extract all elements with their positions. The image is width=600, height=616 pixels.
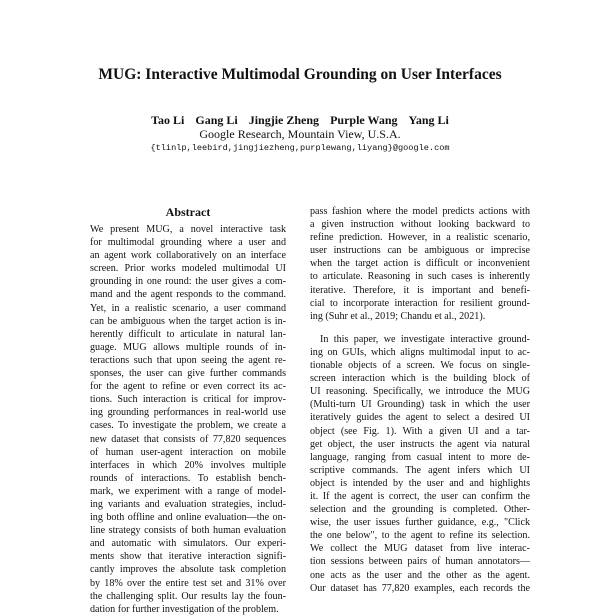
intro-line: iteratively guides the agent to select a desired UI — [310, 412, 530, 424]
intro-line: Our dataset has 77,820 examples, each records the — [310, 582, 530, 594]
author-name: Gang Li — [195, 113, 238, 127]
abstract-line: teractions such that upon seeing the agent re- — [90, 354, 286, 366]
intro-line: wise, the user issues further guidance, e.g., "Click — [310, 517, 530, 529]
abstract-line: for the agent to refine or even correct its ac- — [90, 381, 286, 393]
abstract-line: cases. To investigate the problem, we create a — [90, 420, 286, 432]
abstract-line: ing grounding performances in real-world use — [90, 407, 286, 419]
abstract-line: new dataset that consists of 77,820 sequences — [90, 433, 286, 445]
intro-line: UI reasoning. Specifically, we introduce the MUG — [310, 386, 530, 398]
intro-line: one acts as the user and the other as the agent. — [310, 569, 530, 581]
author-name: Purple Wang — [330, 113, 398, 127]
author-name: Yang Li — [408, 113, 449, 127]
abstract-line: ments show that iterative interaction signifi- — [90, 551, 286, 563]
abstract-line: cantly improves the absolute task completion — [90, 564, 286, 576]
author-emails: {tlinlp,leebird,jingjiezheng,purplewang,liyang}@google.com — [150, 143, 450, 153]
abstract-line: rounds of interactions. To establish bench- — [90, 472, 286, 484]
intro-line: object is intended by the user and and highlights — [310, 477, 530, 489]
intro-line: pass fashion where the model predicts actions with — [310, 206, 530, 217]
intro-line: (Multi-turn UI Grounding) task in which the user — [310, 399, 530, 411]
abstract-line: herently difficult to articulate in natural lan- — [90, 328, 286, 340]
abstract-line: the challenging split. Our results lay the foun- — [90, 590, 286, 602]
intro-line: tionable objects of a screen. We focus on single- — [310, 360, 530, 372]
intro-line: a given instruction without looking backward to — [310, 219, 530, 231]
abstract-line: for multimodal grounding where a user and — [90, 237, 286, 249]
abstract-line: screen. Prior works modeled multimodal UI — [90, 263, 286, 275]
intro-line: when the target action is difficult or inconvenient — [310, 258, 530, 270]
intro-line: cial to incorporate interaction for resilient ground- — [310, 297, 530, 309]
abstract-line: can be ambiguous when the target action is in- — [90, 315, 286, 327]
intro-line: ing (Suhr et al., 2019; Chandu et al., 2021). — [310, 310, 486, 322]
abstract-line: line strategy consists of both human evaluation — [90, 525, 286, 537]
intro-line: language, ranging from casual intent to more de- — [310, 451, 530, 463]
author-name: Tao Li — [151, 113, 185, 127]
abstract-line: sponses, the user can give further commands — [90, 368, 286, 380]
abstract-line: ing both offline and online evaluation—the on- — [90, 512, 286, 524]
intro-line: In this paper, we investigate interactive ground- — [320, 333, 530, 345]
intro-line: tion sessions between pairs of human annotators— — [310, 556, 530, 568]
intro-line: screen interaction which is the building block of — [310, 373, 530, 385]
abstract-line: an agent work collaboratively on an interface — [90, 250, 286, 262]
abstract-line: grounding in one round: the user gives a com- — [90, 276, 286, 288]
abstract-line: mand and the agent responds to the command. — [90, 289, 286, 301]
intro-line: ing on GUIs, which aligns multimodal input to ac- — [310, 346, 530, 358]
abstract-line: Yet, in a realistic scenario, a user command — [90, 302, 286, 314]
abstract-line: by 18% over the entire test set and 31% over — [90, 577, 286, 589]
abstract-line: of human user-agent interaction on mobile — [90, 446, 286, 458]
intro-line: get object, the user instructs the agent via natural — [310, 438, 530, 450]
intro-line: scriptive commands. The agent infers which UI — [310, 464, 530, 476]
affiliation: Google Research, Mountain View, U.S.A. — [199, 127, 401, 141]
abstract-line: interfaces in which 20% involves multiple — [90, 459, 286, 471]
intro-column — [310, 205, 530, 595]
intro-line: We collect the MUG dataset from live interac- — [310, 543, 530, 555]
intro-line: object (see Fig. 1). With a given UI and a tar- — [310, 425, 530, 437]
intro-line: to articulate. Reasoning in such cases is inherently — [310, 271, 530, 283]
intro-line: iterative. Therefore, it is important and benefi- — [310, 284, 530, 296]
intro-line: refine prediction. However, in a realistic scenario, — [310, 232, 530, 244]
author-name: Jingjie Zheng — [248, 113, 320, 127]
intro-line: selection and the grounding is completed. Other- — [310, 504, 530, 516]
paper-title: MUG: Interactive Multimodal Grounding on User Interfaces — [98, 66, 502, 83]
abstract-line: dation for further investigation of the problem. — [90, 603, 279, 615]
abstract-line: mark, we experiment with a range of model- — [90, 485, 286, 497]
intro-line: user instructions can be ambiguous or imprecise — [310, 245, 530, 257]
abstract-body — [90, 223, 286, 616]
abstract-heading: Abstract — [165, 205, 211, 219]
author-list — [0, 113, 600, 127]
abstract-line: and automatic with simulators. Our experi- — [90, 538, 286, 550]
abstract-line: guage. MUG allows multiple rounds of in- — [90, 341, 286, 353]
intro-line: the one below", to the agent to refine its selection. — [310, 530, 530, 542]
abstract-line: ing variants and evaluation strategies, includ- — [90, 498, 286, 510]
abstract-line: tions. Such interaction is critical for improv- — [90, 394, 286, 406]
abstract-line: We present MUG, a novel interactive task — [90, 224, 286, 235]
intro-line: it. If the agent is correct, the user can confirm the — [310, 490, 530, 502]
